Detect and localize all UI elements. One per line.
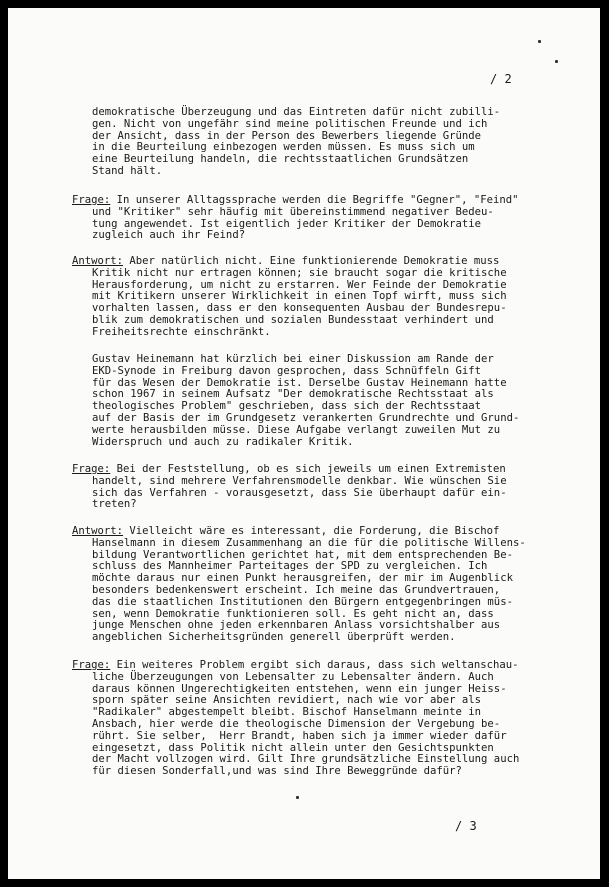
text-line: Herausforderung, um nicht zu erstarren. Wer Feinde der Demokratie: [92, 278, 507, 291]
text-line: Gustav Heinemann hat kürzlich bei einer Diskussion am Rande der: [92, 353, 494, 365]
text-line: Widerspruch und auch zu radikaler Kritik.: [92, 435, 354, 448]
text-line: handelt, sind mehrere Verfahrensmodelle denkbar. Wie wünschen Sie: [92, 474, 507, 487]
text-line-content: Aber natürlich nicht. Eine funktionierende Demokratie muss: [123, 255, 500, 267]
text-line-content: Vielleicht wäre es interessant, die Forderung, die Bischof: [123, 525, 500, 537]
text-line: bildung Verantwortlichen gerichtet hat, mit dem entsprechenden Be-: [92, 548, 513, 561]
text-line: für das Wesen der Demokratie ist. Derselbe Gustav Heinemann hatte: [92, 376, 507, 389]
question-label: Frage:: [72, 463, 111, 475]
scan-speck: [555, 60, 558, 63]
text-line: sich das Verfahren - vorausgesetzt, dass Sie überhaupt dafür ein-: [92, 486, 507, 499]
text-line: vorhalten lassen, dass er den konsequenten Ausbau der Bundesrepu-: [92, 302, 507, 315]
page-number-top: / 2: [490, 72, 512, 86]
text-line: daraus können Ungerechtigkeiten entstehen, wenn ein junger Heiss-: [92, 682, 507, 695]
text-line: Freiheitsrechte einschränkt.: [92, 325, 271, 338]
text-line: und "Kritiker" sehr häufig mit übereinstimmend negativer Bedeu-: [92, 205, 494, 218]
question-paragraph: [64, 464, 604, 511]
question-label: Frage:: [72, 194, 111, 206]
text-line: schluss des Mannheimer Parteitages der SPD zu vergleichen. Ich: [92, 560, 488, 573]
question-label: Frage:: [72, 659, 111, 671]
text-line: treten?: [92, 498, 137, 511]
text-line: "Radikaler" abgestempelt bleibt. Bischof Hanselmann meinte in: [92, 706, 482, 719]
text-line: auf der Basis der im Grundgesetz verankerten Grundrechte und Grund-: [92, 411, 520, 424]
text-line: mit Kritikern unserer Wirklichkeit in einen Topf wirft, muss sich: [92, 290, 507, 303]
text-line: EKD-Synode in Freiburg davon gesprochen, dass Schnüffeln Gift: [92, 364, 482, 377]
scan-speck: [538, 40, 541, 43]
scan-speck: [296, 796, 299, 799]
text-line: tung angewendet. Ist eigentlich jeder Kritiker der Demokratie: [92, 217, 482, 230]
answer-label: Antwort:: [72, 525, 124, 537]
text-line-content: Bei der Feststellung, ob es sich jeweils um einen Extremisten: [110, 463, 506, 475]
answer-paragraph: [64, 256, 604, 339]
text-line: Stand hält.: [92, 164, 163, 177]
text-line: eingesetzt, dass Politik nicht allein unter den Gesichtspunkten: [92, 741, 494, 754]
text-line: das die staatlichen Institutionen den Bürgern entgegenbringen müs-: [92, 595, 513, 608]
answer-paragraph: [64, 526, 604, 644]
text-paragraph: [64, 107, 604, 178]
text-line: Ansbach, hier werde die theologische Dimension der Vergebung be-: [92, 717, 501, 730]
text-line: werte herausbilden müsse. Diese Aufgabe verlangt zuweilen Mut zu: [92, 423, 501, 436]
text-line: Hanselmann in diesem Zusammenhang an die für die politische Willens-: [92, 536, 526, 549]
page-number-bottom: / 3: [455, 819, 477, 833]
text-line: blik zum demokratischen und sozialen Bundesstaat verhindert und: [92, 313, 494, 326]
text-line: rührt. Sie selber, Herr Brandt, haben sich ja immer wieder dafür: [92, 729, 507, 742]
text-line: liche Überzeugungen von Lebensalter zu Lebensalter ändern. Auch: [92, 670, 494, 683]
answer-label: Antwort:: [72, 255, 124, 267]
text-line: demokratische Überzeugung und das Eintreten dafür nicht zubilli-: [92, 106, 501, 118]
text-line: der Ansicht, dass in der Person des Bewerbers liegende Gründe: [92, 129, 482, 142]
text-paragraph: [64, 354, 604, 448]
text-line: sporn später seine Ansichten revidiert, nach wie vor aber als: [92, 694, 482, 707]
text-line: gen. Nicht von ungefähr sind meine politischen Freunde und ich: [92, 117, 488, 130]
text-line: sen, wenn Demokratie funktionieren soll. Es geht nicht an, dass: [92, 607, 494, 620]
text-line: theologisches Problem" geschrieben, dass sich der Rechtsstaat: [92, 400, 482, 413]
text-line: besonders bedenkenswert erscheint. Ich meine das Grundvertrauen,: [92, 583, 501, 596]
text-line: junge Menschen ohne jeden erkennbaren Anlass vorsichtshalber aus: [92, 619, 501, 632]
text-line: der Macht vollzogen wird. Gilt Ihre grundsätzliche Einstellung auch: [92, 753, 520, 766]
text-line: eine Beurteilung handeln, die rechtsstaatlichen Grundsätzen: [92, 153, 469, 166]
text-line: angeblichen Sicherheitsgründen generell überprüft werden.: [92, 631, 456, 644]
text-line: zugleich auch ihr Feind?: [92, 229, 246, 242]
question-paragraph: [64, 195, 604, 242]
text-line-content: Ein weiteres Problem ergibt sich daraus, dass sich weltanschau-: [110, 659, 519, 671]
question-paragraph: [64, 660, 604, 778]
text-line: für diesen Sonderfall,und was sind Ihre Beweggründe dafür?: [92, 765, 462, 778]
text-line-content: In unserer Alltagssprache werden die Begriffe "Gegner", "Feind": [110, 194, 519, 206]
document-page: [8, 8, 600, 879]
text-line: schon 1967 in seinem Aufsatz "Der demokratische Rechtsstaat als: [92, 388, 494, 401]
text-line: in die Beurteilung einbezogen werden müssen. Es muss sich um: [92, 141, 475, 154]
text-line: Kritik nicht nur ertragen können; sie braucht sogar die kritische: [92, 266, 507, 279]
text-line: möchte daraus nur einen Punkt herausgreifen, der mir im Augenblick: [92, 572, 513, 585]
